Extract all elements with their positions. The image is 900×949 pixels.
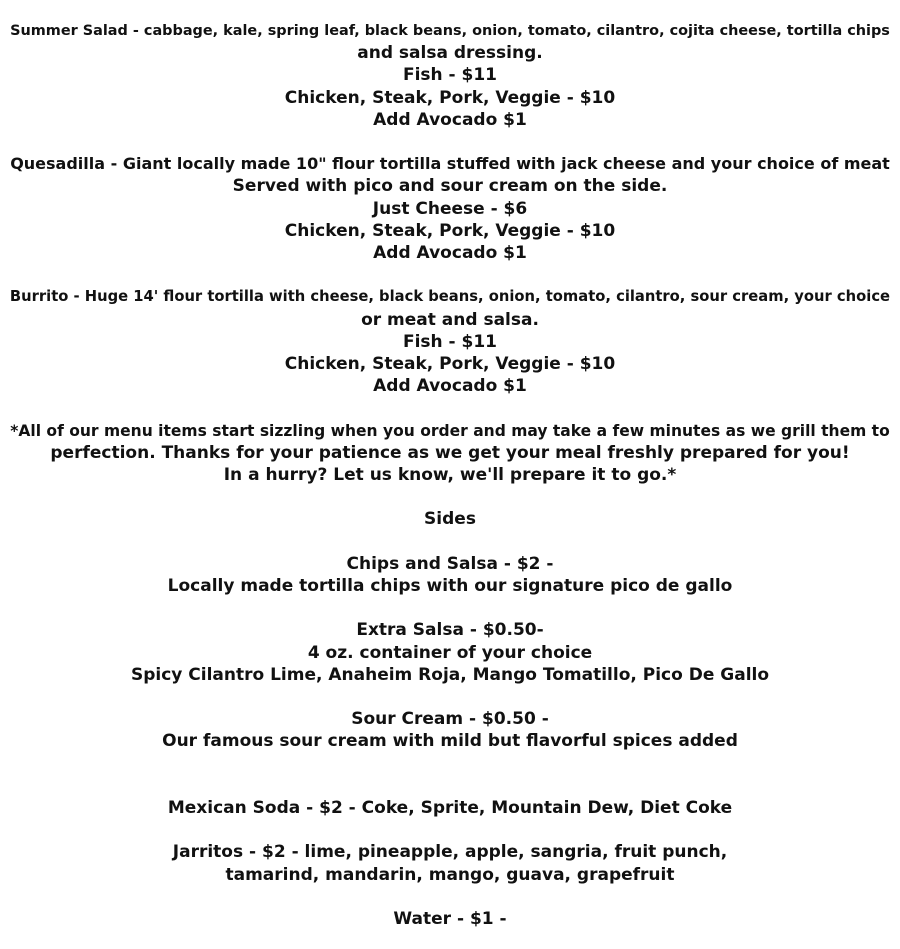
spacer <box>0 819 900 841</box>
chips-and-salsa-description: Locally made tortilla chips with our signature pico de gallo <box>167 576 733 596</box>
quesadilla-description-line-1: Quesadilla - Giant locally made 10" flour tortilla stuffed with jack cheese and your choice of meat <box>10 154 890 174</box>
spacer <box>0 753 900 797</box>
spacer <box>0 131 900 153</box>
extra-salsa-description: 4 oz. container of your choice <box>307 642 593 663</box>
quesadilla-description-line-2: Served with pico and sour cream on the side. <box>232 176 668 197</box>
summer-salad-description-line-1: Summer Salad - cabbage, kale, spring leaf, black beans, onion, tomato, cilantro, cojita cheese, tortilla chips <box>10 23 890 39</box>
sour-cream-title: Sour Cream - $0.50 - <box>351 709 549 730</box>
burrito-meat-price: Chicken, Steak, Pork, Veggie - $10 <box>284 354 616 375</box>
mexican-soda-item: Mexican Soda - $2 - Coke, Sprite, Mountain Dew, Diet Coke <box>167 797 733 818</box>
spacer <box>0 686 900 708</box>
extra-salsa-item <box>0 619 900 686</box>
chips-and-salsa-item <box>0 553 900 597</box>
spacer <box>0 397 900 419</box>
chips-and-salsa-title: Chips and Salsa - $2 - <box>346 553 554 574</box>
spacer <box>0 264 900 286</box>
spacer <box>0 486 900 508</box>
burrito-fish-price: Fish - $11 <box>402 331 498 352</box>
summer-salad-description-line-2: and salsa dressing. <box>357 43 543 64</box>
quesadilla-section <box>0 153 900 264</box>
extra-salsa-options: Spicy Cilantro Lime, Anaheim Roja, Mango Tomatillo, Pico De Gallo <box>130 664 770 685</box>
summer-salad-meat-price: Chicken, Steak, Pork, Veggie - $10 <box>284 87 616 108</box>
drinks-section <box>0 797 900 930</box>
quesadilla-avocado-addon: Add Avocado $1 <box>373 243 527 264</box>
burrito-section <box>0 286 900 397</box>
quesadilla-meat-price: Chicken, Steak, Pork, Veggie - $10 <box>284 220 616 241</box>
extra-salsa-title: Extra Salsa - $0.50- <box>356 620 544 641</box>
burrito-description-line-1: Burrito - Huge 14' flour tortilla with cheese, black beans, onion, tomato, cilantro, sour cream, your choice <box>9 288 891 306</box>
summer-salad-avocado-addon: Add Avocado $1 <box>373 109 527 130</box>
burrito-avocado-addon: Add Avocado $1 <box>373 376 527 397</box>
summer-salad-section <box>0 20 900 131</box>
jarritos-line-1: Jarritos - $2 - lime, pineapple, apple, sangria, fruit punch, <box>172 842 728 863</box>
sour-cream-item <box>0 708 900 752</box>
sour-cream-description: Our famous sour cream with mild but flavorful spices added <box>162 731 738 752</box>
quesadilla-cheese-price: Just Cheese - $6 <box>372 198 528 219</box>
burrito-description-line-2: or meat and salsa. <box>361 309 539 330</box>
jarritos-line-2: tamarind, mandarin, mango, guava, grapefruit <box>225 864 675 885</box>
notice-line-1: *All of our menu items start sizzling when you order and may take a few minutes as we grill them to <box>10 421 890 440</box>
water-item: Water - $1 - <box>393 908 507 929</box>
cooking-notice <box>0 420 900 487</box>
spacer <box>0 531 900 553</box>
spacer <box>0 597 900 619</box>
sides-heading: Sides <box>424 509 476 530</box>
notice-line-2: perfection. Thanks for your patience as we get your meal freshly prepared for you! <box>50 442 850 463</box>
spacer <box>0 886 900 908</box>
menu-document <box>0 20 900 930</box>
notice-line-3: In a hurry? Let us know, we'll prepare it to go.* <box>223 465 677 486</box>
summer-salad-fish-price: Fish - $11 <box>402 65 498 86</box>
